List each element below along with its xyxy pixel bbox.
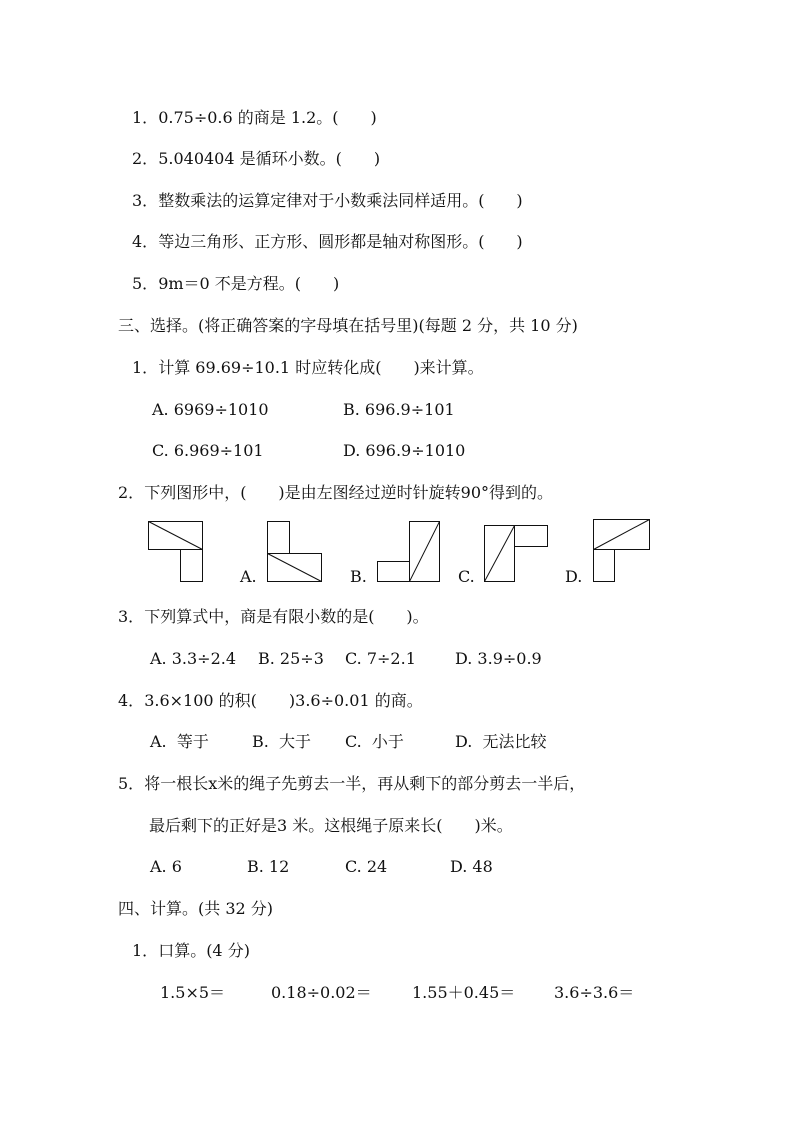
choice-q1-option-d: D. 696.9÷1010 [343, 441, 466, 460]
figure-a [267, 521, 323, 583]
calc-q1 [132, 940, 250, 962]
choice-q5-number: 5． [118, 774, 145, 793]
choice-q3-option-d: D. 3.9÷0.9 [455, 649, 542, 668]
figure-d [593, 519, 651, 583]
choice-q3-option-b: B. 25÷3 [258, 649, 324, 668]
oral-calc-4: 3.6÷3.6＝ [554, 983, 635, 1002]
choice-q4-option-d: D. 无法比较 [455, 732, 547, 751]
choice-q4-number: 4． [118, 691, 145, 710]
choice-q5-option-c: C. 24 [345, 857, 388, 876]
choice-q5 [118, 773, 585, 795]
judge-2-number: 2． [132, 149, 159, 168]
judge-2 [132, 148, 380, 170]
choice-q3 [118, 606, 429, 628]
judge-1-number: 1． [132, 108, 159, 127]
judge-3 [132, 190, 523, 212]
choice-q4-option-c: C. 小于 [345, 732, 404, 751]
choice-q3-option-c: C. 7÷2.1 [345, 649, 416, 668]
section-4-title: 四、计算。(共 32 分) [118, 899, 274, 918]
oral-calc-2: 0.18÷0.02＝ [271, 983, 372, 1002]
choice-q5-option-b: B. 12 [247, 857, 290, 876]
choice-q2 [118, 482, 553, 504]
choice-q1-option-b: B. 696.9÷101 [343, 400, 455, 419]
choice-q4-text: 3.6×100 的积( )3.6÷0.01 的商。 [144, 691, 423, 710]
judge-4-text: 等边三角形、正方形、圆形都是轴对称图形。( ) [158, 232, 523, 251]
figure-c [484, 525, 550, 583]
choice-q2-text: 下列图形中，( )是由左图经过逆时针旋转90°得到的。 [144, 483, 554, 502]
judge-5 [132, 273, 339, 295]
calc-q1-text: 口算。(4 分) [158, 941, 250, 960]
choice-q3-text: 下列算式中，商是有限小数的是( )。 [144, 607, 429, 626]
choice-q4-option-b: B. 大于 [252, 732, 312, 751]
judge-1 [132, 107, 377, 129]
figure-a-label: A. [240, 567, 257, 586]
choice-q3-option-a: A. 3.3÷2.4 [150, 649, 237, 668]
calc-q1-number: 1． [132, 941, 159, 960]
section-3-title: 三、选择。(将正确答案的字母填在括号里)(每题 2 分，共 10 分) [118, 316, 578, 335]
oral-calc-1: 1.5×5＝ [160, 983, 226, 1002]
figure-b-label: B. [350, 567, 367, 586]
judge-1-text: 0.75÷0.6 的商是 1.2。( ) [158, 108, 377, 127]
choice-q5-text-line2: 最后剩下的正好是3 米。这根绳子原来长( )米。 [149, 816, 513, 835]
choice-q1-option-c: C. 6.969÷101 [152, 441, 264, 460]
choice-q5-text-line1: 将一根长x米的绳子先剪去一半，再从剩下的部分剪去一半后， [144, 774, 586, 793]
choice-q5-option-a: A. 6 [150, 857, 182, 876]
choice-q4 [118, 690, 423, 712]
judge-4 [132, 231, 523, 253]
figure-b [377, 521, 441, 583]
choice-q1 [132, 357, 484, 379]
judge-5-text: 9m＝0 不是方程。( ) [158, 274, 340, 293]
choice-q4-option-a: A. 等于 [150, 732, 209, 751]
choice-q1-option-a: A. 6969÷1010 [152, 400, 269, 419]
oral-calc-3: 1.55＋0.45＝ [412, 983, 516, 1002]
judge-3-text: 整数乘法的运算定律对于小数乘法同样适用。( ) [158, 191, 523, 210]
choice-q1-text: 计算 69.69÷10.1 时应转化成( )来计算。 [158, 358, 484, 377]
figure-c-label: C. [458, 567, 475, 586]
judge-2-text: 5.040404 是循环小数。( ) [158, 149, 381, 168]
choice-q1-number: 1． [132, 358, 159, 377]
choice-q2-number: 2． [118, 483, 145, 502]
figure-d-label: D. [565, 567, 583, 586]
choice-q5-option-d: D. 48 [450, 857, 493, 876]
original-figure [148, 521, 204, 583]
judge-3-number: 3． [132, 191, 159, 210]
judge-5-number: 5． [132, 274, 159, 293]
choice-q3-number: 3． [118, 607, 145, 626]
judge-4-number: 4． [132, 232, 159, 251]
